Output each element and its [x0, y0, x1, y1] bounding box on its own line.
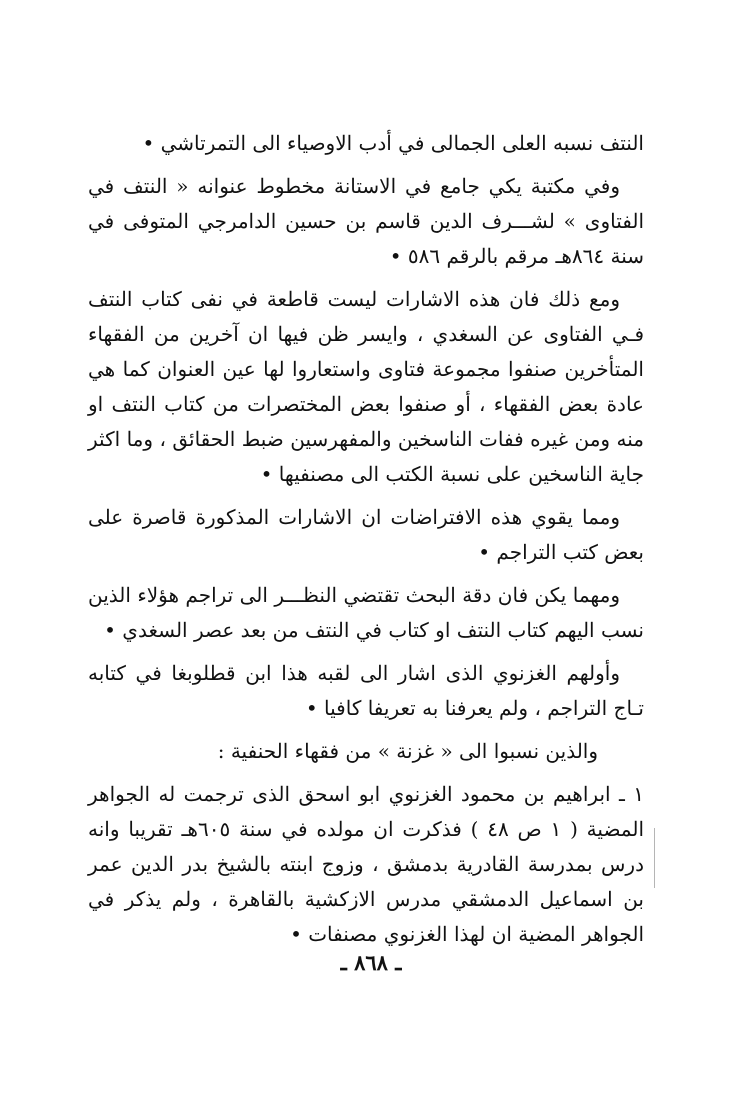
paragraph-3: ومع ذلك فان هذه الاشارات ليست قاطعة في نفى كتاب النتف فـي الفتاوى عن السغدي ، وايسر ظن فيها ان آخرين من الفقهاء المتأخرين صنفوا مجموعة فتاوى واستعاروا لها عين العنوان كما هي عادة بعض الفقهاء ، أو صنفوا بعض المختصرات من كتاب النتف او منه ومن غيره ففات الناسخين والمفهرسين ضبط الحقائق ، وما اكثر جاية الناسخين على نسبة الكتب الى مصنفيها • — [88, 287, 644, 486]
paragraph-5: ومهما يكن فان دقة البحث تقتضي النظـــر الى تراجم هؤلاء الذين نسب اليهم كتاب النتف او كتاب في النتف من بعد عصر السغدي • — [88, 583, 644, 642]
paragraph-2: وفي مكتبة يكي جامع في الاستانة مخطوط عنوانه « النتف في الفتاوى » لشـــرف الدين قاسم بن حسين الدامرجي المتوفى في سنة ٨٦٤هـ مرقم بالرقم ٥٨٦ • — [88, 174, 644, 268]
paragraph-4: ومما يقوي هذه الافتراضات ان الاشارات المذكورة قاصرة على بعض كتب التراجم • — [88, 505, 644, 564]
page-text-block — [88, 126, 644, 960]
paragraph-6: وأولهم الغزنوي الذى اشار الى لقبه هذا ابن قطلوبغا في كتابه تـاج التراجم ، ولم يعرفنا به تعريفا كافيا • — [88, 661, 644, 720]
margin-pencil-mark — [654, 828, 655, 888]
paragraph-1: النتف نسبه العلى الجمالى في أدب الاوصياء الى التمرتاشي • — [142, 131, 644, 155]
page-number: ـ ٨٦٨ ـ — [340, 950, 402, 975]
paragraph-7: والذين نسبوا الى « غزنة » من فقهاء الحنفية : — [217, 739, 598, 763]
paragraph-8: ١ ـ ابراهيم بن محمود الغزنوي ابو اسحق الذى ترجمت له الجواهر المضية ( ١ ص ٤٨ ) فذكرت ان مولده في سنة ٦٠٥هـ تقريبا وانه درس بمدرسة القادرية بدمشق ، وزوج ابنته بالشيخ بدر الدين عمر بن اسماعيل الدمشقي مدرس الازكشية بالقاهرة ، ولم يذكر في الجواهر المضية ان لهذا الغزنوي مصنفات • — [88, 782, 645, 946]
